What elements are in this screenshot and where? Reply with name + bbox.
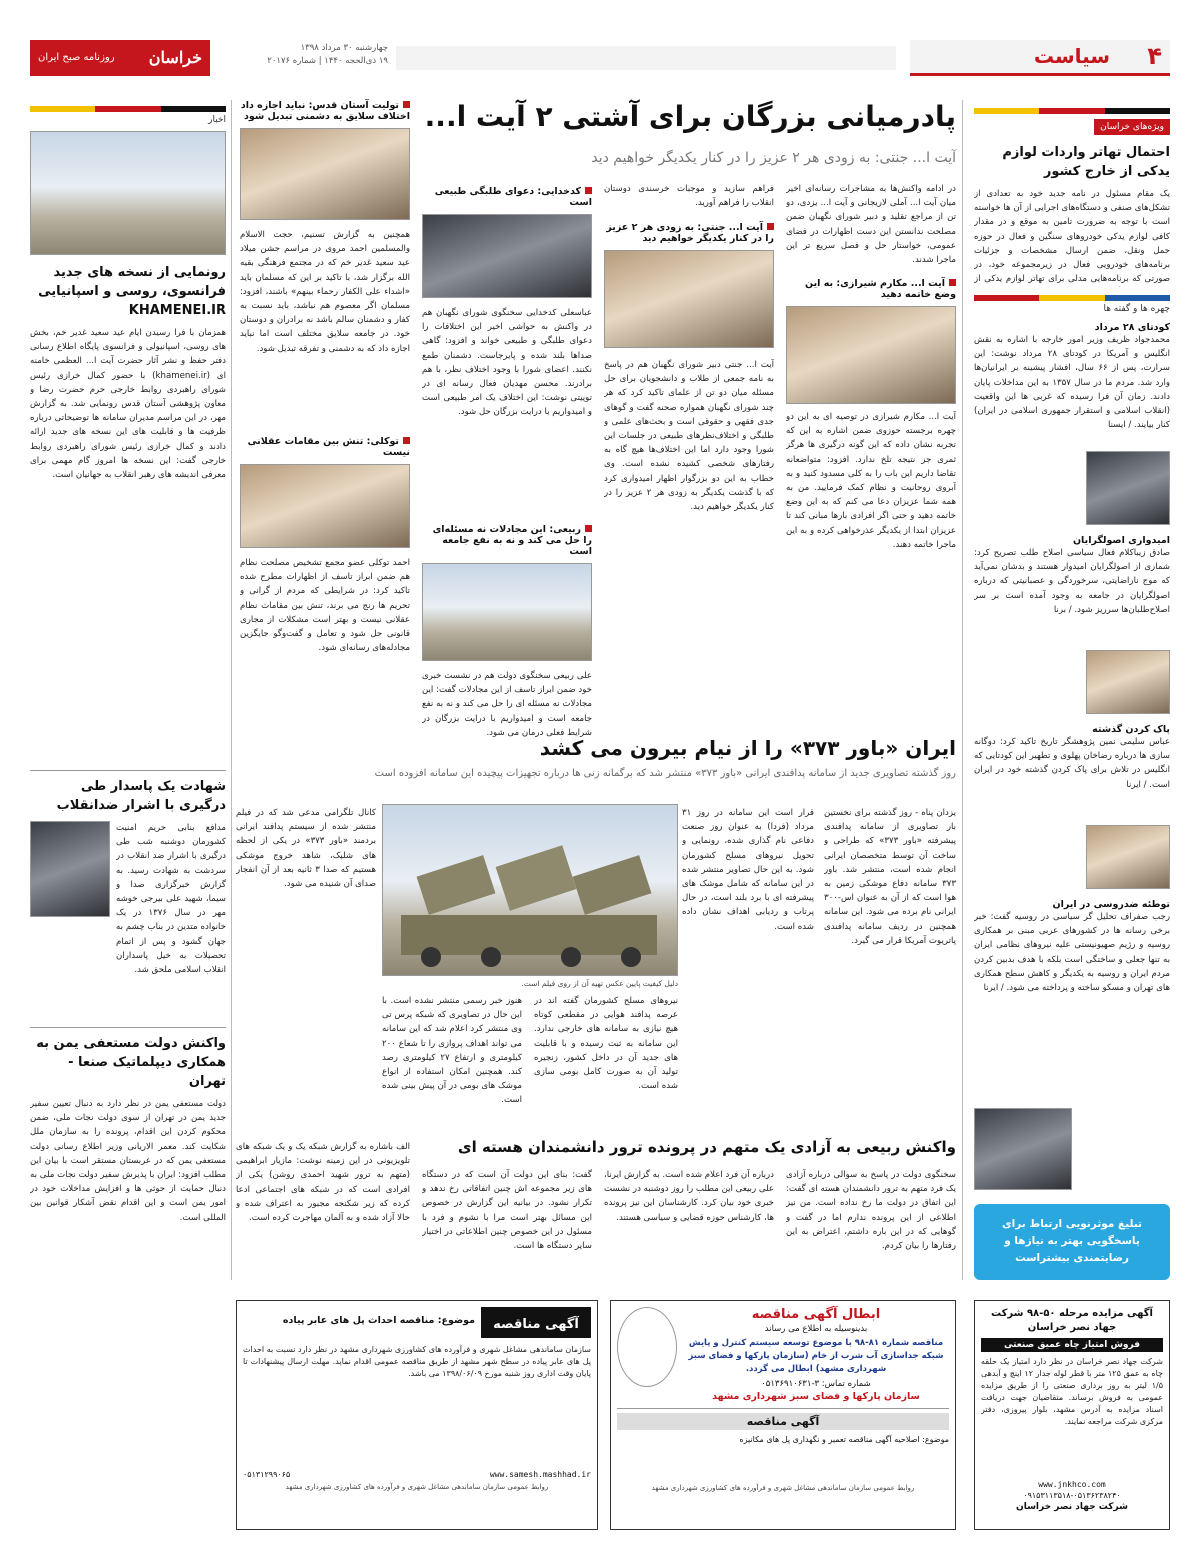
bavar-373-photo bbox=[382, 804, 678, 976]
bavar-article bbox=[236, 736, 956, 1126]
main-col-3-subhead bbox=[422, 186, 592, 208]
ad3-contact bbox=[243, 1470, 591, 1479]
page-number: ۴ bbox=[1147, 42, 1162, 70]
right-column-divider bbox=[962, 100, 963, 1280]
page-header bbox=[30, 40, 1170, 80]
date-line-1: چهارشنبه ۳۰ مرداد ۱۳۹۸ bbox=[300, 43, 388, 53]
newspaper-tagline: روزنامه صبح ایران bbox=[38, 52, 115, 63]
ad-monaqese-pol bbox=[236, 1300, 598, 1530]
ad2-body1: بدینوسیله به اطلاع می رساند bbox=[764, 1324, 868, 1334]
main-col-2-subhead bbox=[604, 222, 774, 244]
left-story-3-body: دولت مستعفی یمن در نظر دارد به دنبال تعیین سفیر جدید یمن در تهران از سوی دولت نجات ملی، ضمن محکوم کردن این اقدام، پرونده را به سازمان ملل شکایت کند. معمر الاریانی وزیر اطلاع رسانی دولت مستعفی یمن که در عربستان مستقر است با بیان این مطلب افزود: ایران با پذیرش سفیر دولت نجات ملی به دنبال حمایت از حوثی ها و افزایش مداخلات خود در امور یمن است و این اقدام نقض آشکار قوانین بین المللی است. bbox=[30, 1099, 226, 1223]
left-story-2 bbox=[30, 821, 226, 1021]
missile-launcher-illustration bbox=[382, 805, 677, 976]
rabiei-headline: واکنش ربیعی به آزادی یک متهم در پرونده ترور دانشمندان هسته ای bbox=[457, 1138, 956, 1156]
faces-item-title: توطئه ضدروسی در ایران bbox=[1052, 899, 1170, 910]
subhead-text: ربیعی: این مجادلات نه مسئله‌ای را حل می کند و نه به نفع جامعه است bbox=[432, 524, 592, 557]
ad1-title: آگهی مزایده مرحله ۵۰-۹۸ شرکت جهاد نصر خراسان bbox=[991, 1308, 1153, 1333]
main-col-4-subhead bbox=[240, 100, 410, 122]
main-col-4 bbox=[240, 100, 410, 716]
left-story-3-title: واکنش دولت مستعفی یمن به همکاری دیپلماتیک صنعا - تهران bbox=[36, 1036, 226, 1089]
left-divider bbox=[30, 770, 226, 771]
ad2-org: سازمان پارکها و فضای سبز شهرداری مشهد bbox=[712, 1391, 920, 1402]
zarif-photo bbox=[1086, 451, 1170, 525]
ad1-body: شرکت جهاد نصر خراسان در نظر دارد امتیاز یک حلقه چاه به عمق ۱۲۵ متر با قطر لوله جدار ۱۲ اینچ و آبدهی ۱/۵ لیتر به روز برداری صنعتی را از طریق مزایده عمومی به فروش برساند. متقاضیان جهت دریافت اسناد مزایده به آدرس مشهد، بلوار پیروزی، دفتر مرکزی شرکت مراجعه نمایند. bbox=[981, 1357, 1163, 1426]
right-column bbox=[974, 108, 1170, 1228]
rabiei-col-4: الف باشاره به گزارش شبکه یک و یک شبکه های تلویزیونی در این زمینه نوشت: مازیار ابراهیمی (متهم به ترور شهید احمدی روشن) یکی از افرادی است که در شبکه های اجتماعی ادعا کرده که زیر شکنجه مجبور به اعتراف شده و حالا آزاد شده و به آلمان مهاجرت کرده است. bbox=[236, 1142, 410, 1224]
ad3-footer: روابط عمومی سازمان ساماندهی مشاغل شهری و فرآورده های کشاورزی شهرداری مشهد bbox=[285, 1483, 549, 1491]
bavar-col-1: یزدان پناه - روز گذشته برای نخستین بار تصاویری از سامانه پدافندی پیشرفته «باور ۳۷۳» که طراحی و ساخت آن توسط متخصصان ایرانی انجام شده است، منتشر شد. باور ۳۷۳ سامانه دفاع موشکی زمین به هوا است که از آن به عنوان اس-۳۰۰ ایرانی نام برده می شود. این سامانه همچنین در ردیف سامانه پدافندی پاتریوت آمریکا قرار می گیرد. bbox=[824, 808, 956, 946]
bavar-col-5: نیروهای مسلح کشورمان گفته اند در عرصه پدافند هوایی در مقطعی کوتاه هیچ نیازی به سامانه های خارجی ندارد. این سامانه به ثبت رسیده و با قابلیت های جدید آن در داخل کشور، زنجیره تولید آن به صورت کامل بومی سازی شده است. bbox=[534, 996, 678, 1092]
right-column-title: احتمال تهاتر واردات لوازم یدکی از خارج کشور bbox=[1002, 145, 1170, 179]
faces-flag bbox=[974, 295, 1170, 301]
left-color-flag bbox=[30, 106, 226, 112]
main-col-4-text-2: احمد توکلی عضو مجمع تشخیص مصلحت نظام هم ضمن ابراز تاسف از اظهارات مطرح شده تاکید کرد: در شرایطی که مردم از گرانی و تحریم ها رنج می برند، تنش بین مقامات نظام عقلانی نیست و بهتر است مشکلات از مجاری قانونی حل شود و تعامل و گفت‌وگو جایگزین مجادله‌های رسانه‌ای شود. bbox=[240, 558, 410, 654]
salimi-namin-photo bbox=[1086, 825, 1170, 889]
main-col-1 bbox=[786, 182, 956, 700]
header-left-logo-block bbox=[30, 40, 210, 76]
subhead-text: آیت ا... جنتی: به زودی هر ۲ عزیز را در کنار یکدیگر خواهیم دید bbox=[606, 222, 774, 244]
ad-ebtal-monaqese bbox=[610, 1300, 956, 1530]
promo-text: تبلیغ موثرنویی ارتباط برای پاسخگویی بهتر به نیازها و رضایتمندی بیشتراست bbox=[1001, 1218, 1142, 1264]
subhead-text: آیت ا... مکارم شیرازی: به این وضع خاتمه دهید bbox=[805, 278, 956, 300]
main-col-2 bbox=[604, 182, 774, 698]
faces-item-title: امیدواری اصولگرایان bbox=[1072, 535, 1170, 546]
promo-banner bbox=[974, 1204, 1170, 1280]
subhead-text: کدخدایی: دعوای طلبگی طبیعی است bbox=[434, 186, 592, 208]
header-date-block bbox=[218, 42, 388, 68]
tavakoli-photo bbox=[240, 464, 410, 548]
color-flag bbox=[974, 108, 1170, 114]
section-title: سیاست bbox=[1033, 44, 1110, 68]
far-left-column bbox=[30, 106, 226, 1286]
special-label: ویژه‌های خراسان bbox=[1094, 119, 1170, 135]
ad2-body3: موضوع: اصلاحیه آگهی مناقصه تعمیر و نگهداری پل های مکانیزه bbox=[739, 1435, 949, 1444]
main-col-3-text: عباسعلی کدخدایی سخنگوی شورای نگهبان هم در واکنش به حواشی اخیر این اختلافات را دعوای طلبگی و طبیعی خواند و افزود: گاهی صداها بلند شده و پایرجاست. دشمنان طمع نکنند. اعضای شورا با وجود اختلاف نظر، با هم برادرند. محسن مهدیان فعال رسانه ای در توییتی نوشت: این اختلاف یک امر طبیعی است و امیدواریم با درایت بزرگان حل شود. bbox=[422, 308, 592, 418]
zibakalam-photo bbox=[1086, 650, 1170, 714]
faces-item-title: پاک کردن گذشته bbox=[1092, 724, 1170, 735]
faces-item-body: صادق زیباکلام فعال سیاسی اصلاح طلب تصریح کرد: شماری از اصولگرایان امیدوار هستند و بدشان نمی‌آید که موج ناراضایتی، سرخوردگی و عصبانیتی که درباره اصولگرایان در جامعه به وجود آمده است بر سر اصلاح‌طلبان‌ها سرریز شود. / برنا bbox=[974, 548, 1170, 615]
right-column-body: یک مقام مسئول در نامه جدید خود به تعدادی از تشکل‌های صنفی و دستگاه‌های اجرایی از آن ها خواسته است با توجه به ضرورت تامین به موقع و در مقدار کافی لوازم یدکی خودروهای سنگین و فعال در حوزه حمل ونقل، ضمن ارسال مشخصات و جزئیات برنامه‌های خودرویی فعال در زیرمجموعه خود، در صورتی که برنامه‌هایی مدلی برای تهاتر لوازم یدکی از bbox=[974, 189, 1170, 285]
main-col-3 bbox=[422, 186, 592, 749]
ad3-subtitle: موضوع: مناقصه احداث پل های عابر پیاده bbox=[282, 1315, 475, 1326]
rabiei-photo bbox=[422, 563, 592, 661]
bavar-col-3: کانال تلگرامی مدعی شد که در فیلم منتشر شده از سیستم پدافند ایرانی بردمند «باور ۳۷۳» در یکی از لحظه های شلیک، شاهد خروج موشکی هستیم که صدا ۳ ثانیه بعد از آن انفجار صدای آن شنیده می شود. bbox=[236, 808, 376, 890]
left-story-1-body: همزمان با فرا رسیدن ایام عید سعید غدیر خم، بخش های روسی، اسپانیولی و فرانسوی پایگاه اطلاع رسانی دفتر حفظ و نشر آثار حضرت آیت ا... العظمی خامنه ای (khamenei.ir) با حضور کمال خرازی رئیس شورای راهبردی روابط خارجی حرم حضرت رضا و معاون پژوهشی آستان قدس رونمایی شد. به گزارش مهر، در این مراسم مدیران سامانه ها توضیحاتی درباره ظرفیت ها و قابلیت های این نسخه های جدید ارائه دادند و کمال خرازی رئیس شورای راهبردی روابط خارجی گفت: این نسخه ها امروز گام مهمی برای معرفی اندیشه های رهبر انقلاب به جهانیان است. bbox=[30, 328, 226, 481]
header-section-block bbox=[910, 40, 1170, 76]
left-story-2-body: مدافع بنابی حریم امنیت کشورمان دوشنبه شب طی درگیری با اشرار ضد انقلاب در سردشت به شهادت رسید. به گزارش خبرگزاری صدا و سیما، شهید علی بیرجی خوشه مهر در سال ۱۳۷۶ در یک خانواده متدین در بناب چشم به جهان گشود و پس از اتمام تحصیلات به خیل پاسداران انقلاب اسلامی ملحق شد. bbox=[116, 823, 226, 976]
main-col-1-subhead bbox=[786, 278, 956, 300]
rabiei-article bbox=[236, 1138, 956, 1278]
jannati-photo bbox=[604, 250, 774, 348]
main-subheadline: آیت ا... جنتی: به زودی هر ۲ عزیز را در کنار یکدیگر خواهیم دید bbox=[591, 150, 956, 166]
ad3-title-block bbox=[481, 1307, 591, 1338]
left-story-2-title: شهادت یک پاسدار طی درگیری با اشرار ضدانقلاب bbox=[56, 779, 226, 813]
faces-item-body: رجب صفراف تحلیل گر سیاسی در روسیه گفت: خبر برخی رسانه ها در کشورهای عربی مبنی بر همکاری روسیه و رژیم صهیونیستی علیه نیروهای نظامی ایران به تنها جعلی و ساختگی است بلکه با هدف بدبین کردن مردم ایران و روسیه به یکدیگر و کاهش سطح همکاری های تهران و مسکو ساخته و پرداخته می شود. / ایرنا bbox=[974, 912, 1170, 994]
makarem-photo bbox=[786, 306, 956, 404]
faces-label: چهره ها و گفته ها bbox=[1103, 304, 1170, 314]
main-col-1-text: در ادامه واکنش‌ها به مشاجرات رسانه‌ای اخیر میان آیت ا... آملی لاریجانی و آیت ا... یزدی، دو تن از مراجع تقلید و دبیر شورای نگهبان ضمن مصلحت ندانستن این دست اظهارات در فضای عمومی، خواستار حل و فصل سریع تر این ماجرا شدند. bbox=[786, 184, 956, 266]
ad2-title: ابطال آگهی مناقصه bbox=[751, 1307, 881, 1322]
left-divider-2 bbox=[30, 1027, 226, 1028]
ad3-phone: ۰۵۱۳۱۲۹۹۰۶۵ bbox=[243, 1470, 291, 1479]
main-col-2-text: آیت ا... جنتی دبیر شورای نگهبان هم در پاسخ به نامه جمعی از طلاب و دانشجویان برای حل مسئله میان دو تن از علمای تاکید کرد که هر چند شورای نگهبان همواره صحنه گفت و گوهای جدی فقهی و حقوقی است و بحث‌های علمی و طلبگی و اختلاف‌نظرهای طبیعی در جلسات این شورا وجود دارد اما این اختلاف‌ها هیچ گاه به رفتارهای شخصی کشیده نشده است. وی خطاب به این دو بزرگوار اظهار امیدواری کرد که با گذشت یکدیگر به زودی هر ۲ عزیز را در کنار یکدیگر خواهیم دید. bbox=[604, 360, 774, 513]
ad2-body2: مناقصه شماره ۸۱-۹۸ با موضوع توسعه سیستم کنترل و پایش شبکه جداسازی آب شرب از خام (سازمان پارکها و فضای سبز شهرداری مشهد) ابطال می گردد. bbox=[688, 1338, 944, 1374]
news-label: اخبار bbox=[208, 115, 226, 125]
main-col-2-text-top: فراهم سازید و موجبات خرسندی دوستان انقلاب را فراهم آورید. bbox=[604, 184, 774, 209]
ad1-footer: شرکت جهاد نصر خراسان bbox=[1016, 1502, 1128, 1512]
ad2-top bbox=[617, 1307, 949, 1402]
mashhad-municipality-logo bbox=[617, 1307, 677, 1387]
rabiei-col-3: گفت: بنای این دولت آن است که در دستگاه های زیر مجموعه اش چنین اتفاقاتی رخ ندهد و تکرار نشود. در بیانیه این گزارش در خصوص این مسائل بهتر است مرا با نشوم و فرد با مسئول در این خصوص چنین اطلاعاتی در اختیار سایر دستگاه ها است. bbox=[422, 1170, 592, 1252]
faces-item-title: کودتای ۲۸ مرداد bbox=[1094, 322, 1170, 333]
faces-item-3 bbox=[974, 724, 1170, 889]
safarov-photo bbox=[974, 1108, 1072, 1190]
kadkhodaei-photo bbox=[422, 214, 592, 298]
ad3-body: سازمان ساماندهی مشاغل شهری و فرآورده های کشاورزی شهرداری مشهد در نظر دارد نسبت به احداث پل های عابر پیاده در سطح شهر مشهد از طریق مناقصه عمومی اقدام نماید. مهلت ارسال پیشنهادات تا پایان وقت اداری روز شنبه مورخ ۱۳۹۸/۰۶/۰۹ می باشد. bbox=[243, 1345, 591, 1378]
faces-item-2 bbox=[974, 535, 1170, 714]
marvi-photo bbox=[240, 128, 410, 220]
newspaper-logo: خراسان bbox=[148, 48, 202, 67]
main-col-4-text: همچنین به گزارش تسنیم، حجت الاسلام والمسلمین احمد مروی در مراسم جشن میلاد عید سعید غدیر خم که در مجتمع فرهنگی بقیه الله برگزار شد، با تاکید بر این که مسلمان باید «اشداء علی الکفار رحماء بینهم» باشند، افزود: مسلمان اگر معصوم هم نباشد، باید نسبت به کفار و دشمنان سالم باشد نه برادران و دوستان خود. در جامعه سلایق مختلف است اما نباید اجازه داد که به دشمنی و تفرقه تبدیل شود. bbox=[240, 230, 410, 354]
header-strip bbox=[396, 46, 896, 70]
ad1-website: www.jnkhco.com bbox=[1038, 1480, 1106, 1489]
bavar-subheadline: روز گذشته تصاویری جدید از سامانه پدافندی ایرانی «باور ۳۷۳» منتشر شد که برگمانه زنی ها درباره تجهیزات پیچیده این سامانه افزوده است bbox=[374, 768, 956, 779]
main-col-1-text-2: آیت ا... مکارم شیرازی در توصیه ای به این دو چهره برجسته حوزوی ضمن اشاره به این که تجربه نشان داده که این گونه درگیری ها هرگز ثمری جز نتیجه تلخ ندارد. افزود: متواضعانه تقاضا داریم این باب را به کلی مسدود کنید و به آبروی روحانیت و نظام کمک فرمایید. من به همه شما عزیزان دعا می کنم که به این وضع خاتمه دهید و حتی اگر افرادی بارها مبانی کند تا عزیزان ابتدا از یکدیگر عذرخواهی کرده و به این ماجرا خاتمه دهند. bbox=[786, 412, 956, 550]
faces-item-1 bbox=[974, 322, 1170, 525]
ad1-subtitle: فروش امتیاز چاه عمیق صنعتی bbox=[981, 1338, 1163, 1352]
ad3-top bbox=[243, 1307, 591, 1338]
faces-item-body: عباس سلیمی نمین پژوهشگر تاریخ تاکید کرد: دوگانه سازی ها درباره رضاخان پهلوی و تطهیر این کودتایی که انگلیس در تلاش برای پاک کردن گذشته خود در ایران است. / ایرنا bbox=[974, 737, 1170, 790]
ad2-title2: آگهی مناقصه bbox=[617, 1413, 949, 1430]
bavar-headline: ایران «باور ۳۷۳» را از نیام بیرون می کشد bbox=[539, 736, 956, 760]
main-col-4-subhead-2 bbox=[240, 436, 410, 458]
main-article bbox=[236, 100, 956, 738]
left-story-1-title: رونمایی از نسخه های جدید فرانسوی، روسی و اسپانیایی KHAMENEI.IR bbox=[38, 265, 226, 318]
khamenei-ir-launch-photo bbox=[30, 131, 226, 255]
main-col-3-subhead-2 bbox=[422, 524, 592, 557]
ad3-title: آگهی مناقصه bbox=[493, 1317, 579, 1332]
ad1-phone: ۰۹۱۵۳۱۱۳۵۱۸-۰۵۱۳۶۲۳۸۲۴۰ bbox=[1023, 1491, 1121, 1500]
left-column-divider bbox=[231, 100, 232, 1280]
subhead-text: تولیت آستان قدس: نباید اجازه داد اختلاف سلایق به دشمنی تبدیل شود bbox=[240, 100, 410, 122]
rabiei-col-2: درباره آن فرد اعلام شده است. به گزارش ایرنا، علی ربیعی این مطلب را روز دوشنبه در نشست خبری خود بیان کرد. کارشناسان این نیز پرونده ها، کارشناس حوزه قضایی و سیاسی هستند. bbox=[604, 1170, 774, 1223]
bavar-col-4: هنوز خبر رسمی منتشر نشده است. با این حال در تصاویری که شبکه پرس تی وی منتشر کرد اعلام شد که این سامانه می تواند اهداف پروازی را تا شعاع ۲۰۰ کیلومتری و ارتفاع ۲۷ کیلومتری رصد کند. همچنین امکان استفاده از انواع موشک های بومی در آن پیش بینی شده است. bbox=[382, 996, 522, 1106]
faces-item-4 bbox=[974, 899, 1170, 1030]
ad3-website: www.samesh.mashhad.ir bbox=[489, 1470, 591, 1479]
bavar-col-2: قرار است این سامانه در روز ۳۱ مرداد (فردا) به عنوان روز صنعت دفاعی نام گذاری شده، رونمایی و تحویل نیروهای مسلح کشورمان شود. به این حال تصاویر منتشر شده در این سامانه که شامل موشک های پیشرفته ای با برد بلند است، در حال پرتاب و ردیابی اهداف نشان داده شده است. bbox=[682, 808, 814, 932]
main-col-3-text-2: علی ربیعی سخنگوی دولت هم در نشست خبری خود ضمن ابراز تاسف از این مجادلات گفت: این مجادلات نه مسئله ای را حل می کند و نه به نفع جامعه است و امیدواریم با درایت بزرگان در شرایط فعلی درمان می شود. bbox=[422, 671, 592, 738]
bavar-photo-caption: دلیل کیفیت پایین عکس تهیه آن از روی فیلم است. bbox=[521, 979, 678, 988]
ad2-footer: روابط عمومی سازمان ساماندهی مشاغل شهری و فرآورده های کشاورزی شهرداری مشهد bbox=[651, 1484, 915, 1492]
date-line-2: ۱۹ ذی‌الحجه ۱۴۴۰ | شماره ۲۰۱۷۶ bbox=[267, 56, 388, 66]
subhead-text: توکلی: تنش بین مقامات عقلانی نیست bbox=[247, 436, 410, 458]
ad2-divider bbox=[617, 1408, 949, 1409]
ad2-phone: شماره تماس: ۳-۰۵۱۳۶۹۱۰۶۳۱ bbox=[761, 1379, 871, 1389]
martyr-photo bbox=[30, 821, 110, 917]
rabiei-col-1: سخنگوی دولت در پاسخ به سوالی درباره آزادی یک فرد متهم به ترور دانشمندان هسته ای گفت: این اتفاق در دولت ما رخ نداده است. من نیز اطلاعی از این پرونده ندارم اما در گفت و گوهایی که در این باره داشتم، اعتراض به این رفتارها را بیان کردم. bbox=[786, 1170, 956, 1252]
ad-jahad-nasr bbox=[974, 1300, 1170, 1530]
faces-item-body: محمدجواد ظریف وزیر امور خارجه با اشاره به نقش انگلیس و آمریکا در کودتای ۲۸ مرداد نوشت: این سرارت، پس از ۶۶ سال، افشار پیشینه بر ایرانیان‌ها وارد شد. مردم ما در سال ۱۳۵۷ به این مداخلات پایان دادند. زمان آن فرا رسیده که غربی ها این واقعیت (انقلاب اسلامی و استقرار جمهوری اسلامی در ایران) کنار بیایند. / ایسنا bbox=[974, 335, 1170, 431]
main-headline: پادرمیانی بزرگان برای آشتی ۲ آیت ا... bbox=[424, 100, 956, 133]
